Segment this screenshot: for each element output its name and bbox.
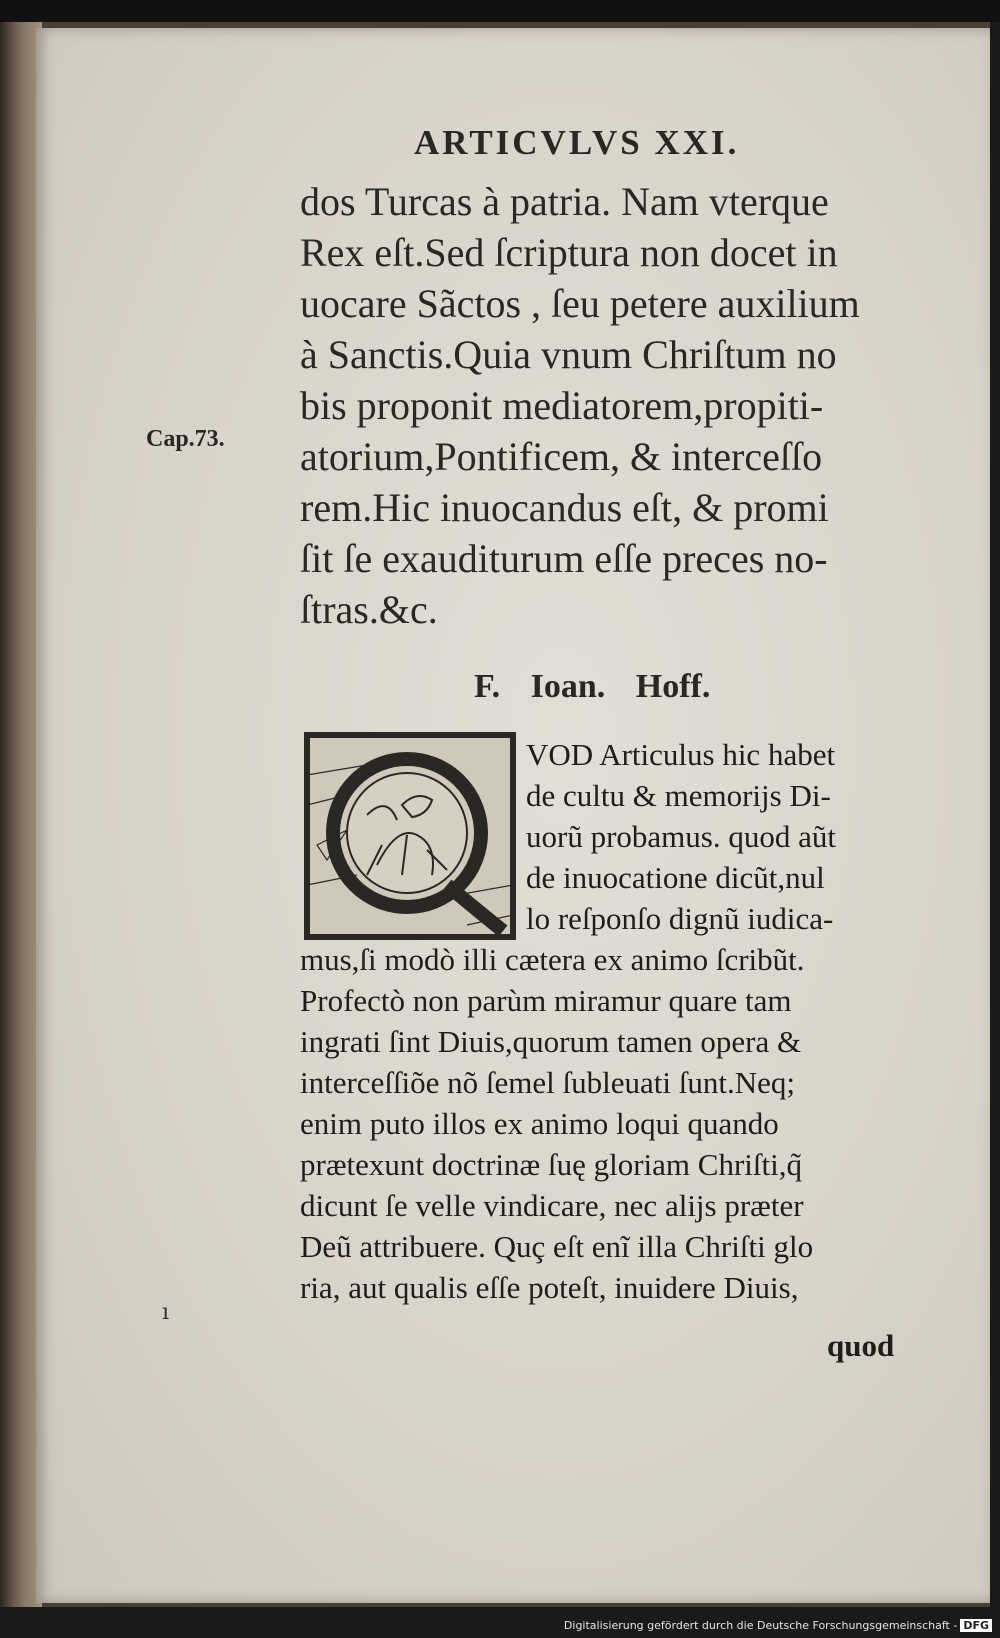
dfg-logo: DFG (960, 1619, 992, 1632)
margin-note: Cap.73. (146, 426, 225, 452)
text-line: mus,ſi modò illi cætera ex animo ſcribũt. (300, 942, 805, 977)
text-line: uocare Sãctos , ſeu petere auxilium (300, 281, 860, 326)
text-line: rem.Hic inuocandus eſt, & promi (300, 485, 829, 530)
text-line: ingrati ſint Diuis,quorum tamen opera & (300, 1024, 802, 1059)
text-line: Deũ attribuere. Quç eſt enĩ illa Chriſti glo (300, 1229, 814, 1264)
text-line: ria, aut qualis eſſe poteſt, inuidere Diuis, (300, 1270, 799, 1305)
text-line: ſit ſe exauditurum eſſe preces no- (300, 536, 828, 581)
text-line: uorũ probamus. quod aũt (526, 819, 836, 854)
catchword: quod (827, 1328, 895, 1363)
footer-credit (564, 1619, 992, 1632)
text-line: enim puto illos ex animo loqui quando (300, 1106, 779, 1141)
book-scan (0, 22, 990, 1607)
running-title: ARTICVLVS XXI. (414, 123, 740, 162)
text-line: dos Turcas à patria. Nam vterque (300, 179, 829, 224)
text-line: bis proponit mediatorem,propiti- (300, 383, 824, 428)
text-line: Profectò non parùm miramur quare tam (300, 983, 792, 1018)
text-line: de cultu & memorijs Di- (526, 778, 831, 813)
paragraph-1 (300, 176, 980, 635)
text-line: atorium,Pontificem, & interceſſo (300, 434, 823, 479)
paragraph-2 (300, 734, 990, 1308)
text-line: VOD Articulus hic habet (526, 737, 836, 772)
text-line: de inuocatione dicũt,nul (526, 860, 825, 895)
ink-speck-icon: ı (162, 1300, 170, 1325)
text-line: ſtras.&c. (300, 587, 438, 632)
subheading: F. Ioan. Hoff. (474, 668, 711, 705)
text-line: lo reſponſo dignũ iudica- (526, 901, 834, 936)
top-bar (0, 0, 1000, 22)
text-line: à Sanctis.Quia vnum Chriſtum no (300, 332, 837, 377)
page (36, 28, 990, 1603)
text-line: prætexunt doctrinæ ſuę gloriam Chriſti,q̃ (300, 1147, 802, 1182)
footer-text: Digitalisierung gefördert durch die Deutsche Forschungsgemeinschaft - (563, 1619, 958, 1632)
text-line: interceſſiõe nõ ſemel ſubleuati ſunt.Neq; (300, 1065, 795, 1100)
text-line: dicunt ſe velle vindicare, nec alijs præter (300, 1188, 804, 1223)
text-line: Rex eſt.Sed ſcriptura non docet in (300, 230, 838, 275)
